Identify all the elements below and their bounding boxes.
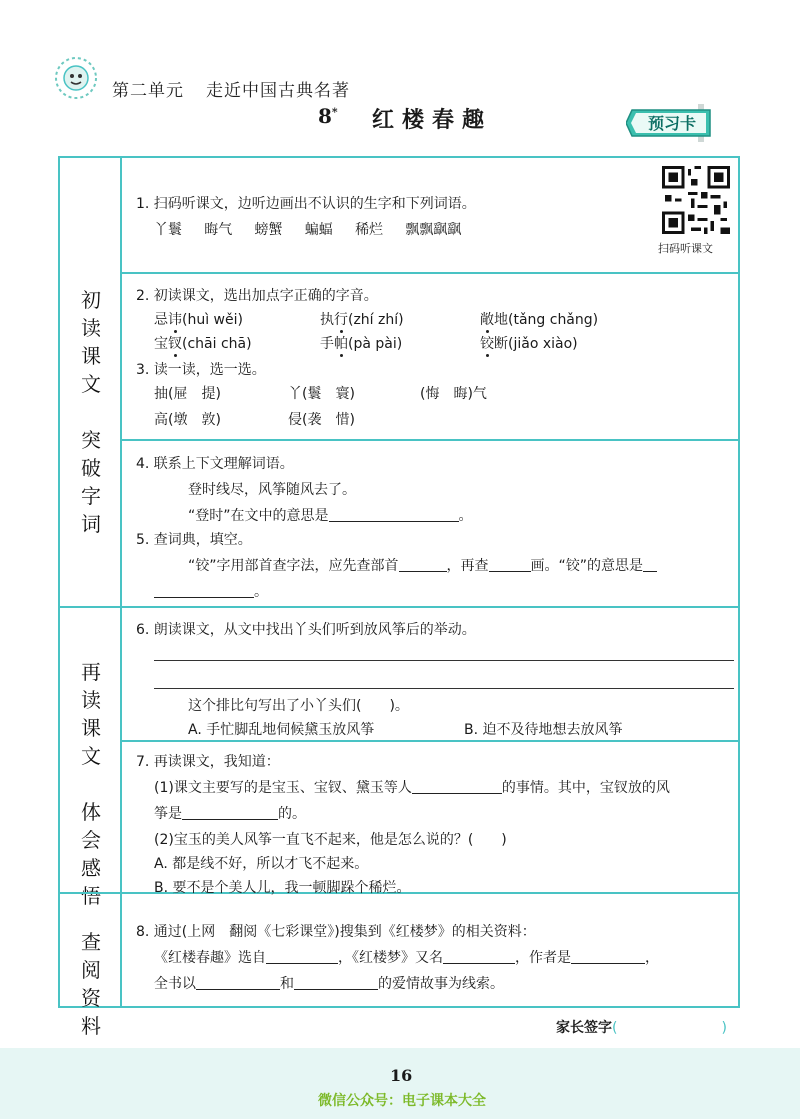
answer-blank[interactable] [399,557,447,572]
answer-blank[interactable] [182,805,278,820]
q2-item: 执行(zhí zhí) [320,312,404,328]
q7-part-2: (2)宝玉的美人风筝一直飞不起来，他是怎么说的？( ) [154,832,507,848]
answer-blank[interactable] [294,975,378,990]
q7-option-b: B. 要不是个美人儿，我一顿脚跺个稀烂。 [154,880,411,896]
q2-item: 铰断(jiǎo xiào) [480,336,578,352]
answer-blank[interactable] [571,949,645,964]
answer-blank[interactable] [154,583,254,598]
q5-line: “铰”字用部首查字法，应先查部首 ，再查 画。“铰”的意思是 [188,556,657,576]
question-6: 6. 朗读课文，从文中找出丫头们听到放风筝后的举动。 [136,622,476,638]
q1-word-list [154,220,461,240]
unit-title [112,76,372,101]
unit-number: 第二单元 [112,81,184,101]
parent-signature[interactable]: 家长签字( ) [556,1020,727,1036]
q3-choice: (悔 晦)气 [420,386,487,402]
q7-part-1: (1)课文主要写的是宝玉、宝钗、黛玉等人 的事情。其中，宝钗放的风 [154,780,670,796]
q2-item: 手帕(pà pài) [320,336,403,352]
q7-part-1-cont: 筝是 的。 [154,806,306,822]
q3-choice: 高(墩 敦) [154,412,221,428]
answer-blank[interactable] [412,779,502,794]
question-1: 1. 扫码听课文，边听边画出不认识的生字和下列词语。 [136,196,476,212]
q3-choice: 抽(屉 提) [154,386,221,402]
qr-code-icon[interactable] [662,166,730,234]
q7-option-a: A. 都是线不好，所以才飞不起来。 [154,856,369,872]
qr-code-label: 扫码听课文 [658,242,713,255]
divider [122,272,738,274]
question-5: 5. 查词典，填空。 [136,532,252,548]
q4-sentence: 登时线尽，风筝随风去了。 [188,482,356,498]
q6-option-b: B. 迫不及待地想去放风筝 [464,722,623,738]
q5-line-2: 。 [154,582,268,602]
q6-option-a: A. 手忙脚乱地伺候黛玉放风筝 [188,722,375,738]
q1-word: 丫鬟 [154,222,182,238]
q1-word: 飘飘飖飖 [405,222,462,238]
q1-word: 晦气 [204,222,233,238]
q3-choice: 侵(袭 惜) [288,412,355,428]
section-label-first-read: 初 读 课 文 突 破 字 词 [81,288,101,536]
answer-blank[interactable] [643,557,657,572]
answer-line[interactable] [154,688,734,689]
question-4: 4. 联系上下文理解词语。 [136,456,294,472]
divider [122,740,738,742]
divider [60,606,738,608]
q1-word: 蝙蝠 [304,222,333,238]
unit-decoration-icon [50,52,102,104]
answer-blank[interactable] [489,557,531,572]
q6-ask: 这个排比句写出了小丫头们( )。 [188,698,409,714]
lesson-number: 8* [318,104,338,128]
answer-blank[interactable] [443,949,515,964]
question-2: 2. 初读课文，选出加点字正确的字音。 [136,288,378,304]
preview-card-label: 预习卡 [648,114,697,133]
question-8: 8. 通过(上网 翻阅《七彩课堂》)搜集到《红楼梦》的相关资料： [136,924,536,940]
q2-item: 宝钗(chāi chā) [154,336,252,352]
page-number: 16 [390,1066,413,1085]
wechat-account: 微信公众号：电子课本大全 [318,1093,486,1109]
q8-line-1: 《红楼春趣》选自 ，《红楼梦》又名 ，作者是 ， [154,950,659,966]
q4-ask: “登时”在文中的意思是 。 [188,508,473,524]
section-label-research: 查 阅 资 料 [81,930,101,1038]
section-label-second-read: 再 读 课 文 体 会 感 悟 [81,660,101,908]
q2-item: 敞地(tǎng chǎng) [480,312,599,328]
divider [122,439,738,441]
answer-line[interactable] [154,660,734,661]
q1-word: 稀烂 [355,222,384,238]
lesson-star: * [331,105,338,119]
question-3: 3. 读一读，选一选。 [136,362,266,378]
lesson-title: 红楼春趣 [372,107,493,133]
q3-choice: 丫(鬟 寰) [288,386,355,402]
q2-item: 忌讳(huì wěi) [154,312,243,328]
q1-word: 螃蟹 [254,222,283,238]
answer-blank[interactable] [266,949,338,964]
unit-theme: 走近中国古典名著 [206,81,350,101]
answer-blank[interactable] [329,507,459,522]
q8-line-2: 全书以 和 的爱情故事为线索。 [154,976,504,992]
question-7: 7. 再读课文，我知道： [136,754,280,770]
answer-blank[interactable] [196,975,280,990]
